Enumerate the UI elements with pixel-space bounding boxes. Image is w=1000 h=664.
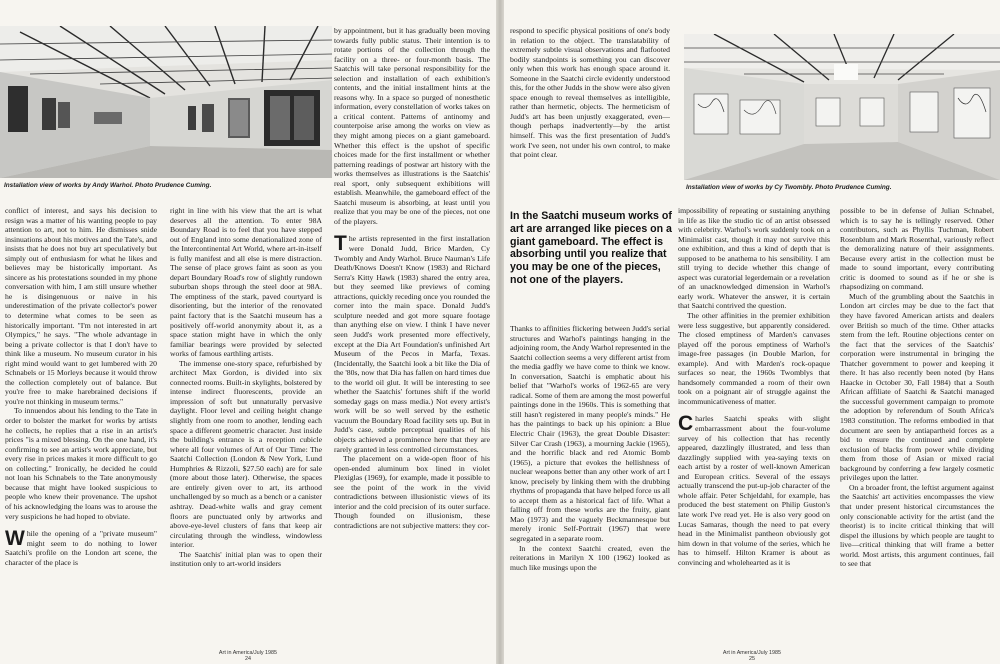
paragraph: conflict of interest, and says his decision to resign was a matter of his wanting people to pay attention to art, not to him. He dismisses snide insinuations about his motives and the Tate's, and insists that he does not buy art speculatively but simply out of enthusiasm for what he likes and believes may be historically important. As sincere as his protestations sounded in my phone conversation with him, I am still unsure whether he is disingenuous or naive in his underestimation of the private collector's power to determine what comes to be seen as historically important. "I'm not interested in art Olympics," he says. "The whole advantage in being a private collector is that I don't have to think like a museum. No museum curator in his right mind would want to get lumbered with 20 Schnabels or 15 Morleys because it would throw the collection completely out of balance. But you're free to make harebrained decisions if you're not thinking in museum terms." (5, 206, 157, 406)
twombly-installation-photo (684, 34, 1000, 180)
paragraph: respond to specific physical positions of one's body in relation to the object. The translatability of extremely subtle visual observations and flatfooted bodily standpoints is something you can discover only when this work has enough space around it. Someone in the Saatchi circle evidently understood this, for the other Judds in the show were also given space enough to reveal themselves as intelligible, rather than hermetic, objects. The hermeticism of Judd's art has been unjustly exaggerated, even—though perhaps inadvertently—by the artist himself. This was the first presentation of Judd's work I've seen, not under his own control, to make that point clear. (510, 26, 670, 160)
twombly-gallery-image (684, 34, 1000, 180)
paragraph: The other affinities in the premier exhibition were less suggestive, but apparently considered. The closed emptiness of Marden's canvases played off the porous emptiness of Warhol's image-free passages (in Double Marlon, for example). And with Marden's rock-opaque surfaces so near, the 1960s Twomblys that handsomely commanded a room of their own took on a poignant air of struggle against the incommunicativeness of matter. (678, 311, 830, 406)
paragraph: The Saatchis' initial plan was to open their institution only to art-world insiders (170, 549, 322, 569)
paragraph-text: hile the opening of a "private museum" might seem to do nothing to lower Saatchi's profile on the London art scene, the character of the place is (5, 529, 157, 567)
paragraph: In the context Saatchi created, even the reiterations in Marilyn X 100 (1962) looked as much like musings upon the (510, 543, 670, 572)
paragraph-text: harles Saatchi speaks with slight embarrassment about the four-volume survey of his collection that has recently appeared, dazzlingly illustrated, and less than dazzlingly supplied with yea-saying texts on each artist by a roster of well-known American and European critics. Several of the essays actually transcend the put-up-job character of the whole affair. Peter Schjeldahl, for example, has produced the best statement on Philip Guston's late work I've read yet. He is also very good on Lucas Samaras, though the need to pat every head in the Minimalist pantheon obviously got him down in that volume of the series, which he has to himself. Hilton Kramer is about as convincing and wholehearted as it is (678, 414, 830, 567)
page-number: 24 (245, 656, 251, 663)
page-footer (664, 650, 840, 662)
paragraph: The placement on a wide-open floor of his open-ended aluminum box lined in violet Plexiglas (1969), for example, made it possible to see the point of the work in the vivid contradictions between illusionistic views of its interior and the cold precision of its outer surface. Though founded on illusionism, these contradictions are not subjective matters: they cor- (334, 454, 490, 530)
paragraph (678, 414, 830, 567)
warhol-installation-photo (0, 26, 332, 178)
right-column-2 (678, 206, 830, 648)
warhol-gallery-image (0, 26, 332, 178)
paragraph: To innuendos about his lending to the Tate in order to bolster the market for works by artists he collects, he replies that a rise in an artist's prices "is a mixed blessing. On the one hand, it's confirming to see an artist's work appreciate, but every rise in prices makes it more difficult to go on collecting." Ironically, he decided he could not loan his Schnabels to the Tate anonymously because that might have looked suspicious to people who knew their provenance. The upshot of his acknowledging the loans was to arouse the very suspicions he had hoped to obviate. (5, 406, 157, 521)
footer-publication: Art in America/July 1985 (722, 650, 782, 656)
paragraph (5, 529, 157, 567)
drop-cap: T (334, 232, 347, 256)
right-column-3 (840, 206, 994, 648)
paragraph: Much of the grumbling about the Saatchis in London art circles may be due to the fact that they have favored American artists and dealers over British so much of the time. Other attacks stem from the left. Routine objections center on the fact that the services of the Saatchis' corporation were instrumental in bringing the Thatcher government to power and keeping it there. It has also recently been noted (by Hans Haacke in October 30, Fall 1984) that a South African affiliate of Saatchi & Saatchi managed the successful government campaign to promote the adoption by referendum of South Africa's 1983 constitution. The reforms embodied in that document are seen by antiapartheid forces as a bid to ensure the continued and complete exclusion of blacks from power while dividing them from those of Asian or mixed racial background by conferring a few largely cosmetic privileges upon the latter. (840, 291, 994, 483)
page-footer (160, 650, 336, 662)
footer-publication: Art in America/July 1985 (218, 650, 278, 656)
page-number: 25 (749, 656, 755, 663)
right-column-1-bottom (510, 324, 670, 648)
left-column-3 (334, 26, 490, 648)
right-page (504, 0, 1000, 664)
paragraph: On a broader front, the leftist argument against the Saatchis' art activities encompasses the view that under present historical circumstances the only conscionable activity for the artist (and the theorist) is to incite critical thinking that will dispel the illusions by which people are taught to live—critical thinking that will frame a better world. Most artists, this argument continues, fail to see that (840, 482, 994, 569)
paragraph: Thanks to affinities flickering between Judd's serial structures and Warhol's paintings hanging in the adjoining room, the Andy Warhol represented in the Saatchi collection seems a very different artist from the media gadfly we have come to think we know. In conversation, Saatchi is emphatic about his belief that "Warhol's works of 1962-65 are very radical. Some of them are among the most powerful paintings done in the 1960s. This is something that still hasn't registered in many people's minds." He has the paintings to back up his opinion: a Blue Electric Chair (1963), the great Double Disaster: Silver Car Crash (1963), a mourning Jackie (1965), and the horrific black and red Atomic Bomb (1965), a picture that evokes the hellishness of nuclear weapons better than any other work of art I know, precisely by linking them with the drubbing rhythms of propaganda that have helped force us all to accept them as a historical fact of life. What a falling off from these works are the fruity, giant Mao (1973) and the vaguely Beckmannesque but merely ironic Self-Portrait (1967) that were segregated in a separate room. (510, 324, 670, 544)
drop-cap: W (5, 527, 25, 551)
right-column-1-top (510, 26, 670, 196)
paragraph: right in line with his view that the art is what deserves all the attention. To enter 98A Boundary Road is to feel that you have stepped out of England into some denationalized zone of the Intercontinental Art World, where art-in-itself is fully manifest and all else is mere distraction. The sense of place grows faint as soon as you depart Boundary Road's row of slightly rundown suburban shops through the steel door at 98A. The emptiness of the stark, paved courtyard is disorienting, but the interior of the renovated paint factory that is the Saatchi museum has a positively off-world anonymity about it, as a space station might have in which the only familiar bearings were provided by selected works of famous earthling artists. (170, 206, 322, 359)
paragraph: by appointment, but it has gradually been moving towards fully public status. Their intention is to rotate portions of the collection through the facility on a three- or four-month basis. The Saatchis will take personal responsibility for the selection and installation of each exhibition's contents, and the initial installment hints at the reasons why. In a space so purged of nonesthetic information, every constellation of works takes on a critical content. Patterns of antinomy and counterpoise arise among the works on view as they might among pieces on a giant gameboard. Whether this effect is the upshot of specific choices made for the first installment or whether patterning readings of postwar art history with the works themselves as illustrations is the Saatchis' real sport, only subsequent exhibitions will establish. Meanwhile, the gameboard effect of the Saatchi museum is absorbing, at least until you realize that you may be one of the pieces, not one of the players. (334, 26, 490, 226)
photo-caption: Installation view of works by Cy Twombly. Photo Prudence Cuming. (686, 184, 892, 191)
page-gutter (496, 0, 504, 664)
paragraph-text: he artists represented in the first installation were Donald Judd, Brice Marden, Cy Twombly and Andy Warhol. Bruce Nauman's Life Death/Knows Doesn't Know (1983) and Richard Serra's Kitty Hawk (1983) shared the entry area, but they seemed like previews of coming attractions, quickly receding once you rounded the corner into the main space. Donald Judd's sculpture needed and got more square footage than anything else on view. I think I have never seen Judd's work presented more effectively, except at the Dia Art Foundation's unfinished Art Museum of the Pecos in Marfa, Texas. (Incidentally, the Saatchi look a bit like the Dia of the '80s, now that Dia has fallen on hard times due to the world oil glut. It will be interesting to see whether the Saatchis' fortunes shift if the world someday gags on mass media.) Not every artist's work will be so well served by the esthetic vacuum the Boundary Road facility sets up. But in Judd's case, subtle perceptual qualities of his objects achieved a prominence here that they are rarely granted in less controlled circumstances. (334, 234, 490, 454)
drop-cap: C (678, 412, 694, 436)
photo-caption: Installation view of works by Andy Warhol. Photo Prudence Cuming. (4, 182, 212, 189)
left-page (0, 0, 496, 664)
pull-quote: In the Saatchi museum works of art are arranged like pieces on a giant gameboard. The effect is absorbing until you realize that you may be one of the pieces, not one of the players. (510, 210, 672, 286)
paragraph: The immense one-story space, refurbished by architect Max Gordon, is divided into six connected rooms. Built-in skylights, bolstered by intense indirect fluorescents, provide an impression of soft but unnaturally pervasive daylight. Floor level and ceiling height change slightly from one room to another, lending each space a different geometric character. Just inside the building's entrance is a reception cubicle where all four volumes of Art of Our Time: The Saatchi Collection (London & New York, Lund Humphries & Rizzoli, $27.50 each) are for sale (more about those later). Otherwise, the spaces are entirely given over to art, its arthood unchallenged by so much as a bench or a canister ashtray. Dead-white walls and gray cement floors are punctuated only by artworks and above-eye-level clusters of fans that keep air circulating through the windless, windowless interior. (170, 358, 322, 550)
left-column-2 (170, 206, 322, 648)
paragraph: impossibility of repeating or sustaining anything in life as like the studio tic of an artist obsessed with celebrity. Warhol's work suddenly took on a Minimalist cast, though it may not survive this one exhibition, and thus a kind of depth that is supposed to be anathema to his sensibility. I am still trying to decide whether this change of aspect was curatorial legerdemain or a revelation of an unacknowledged dimension in Warhol's early work. Whatever the answer, it is certain that Saatchi contrived the question. (678, 206, 830, 311)
left-column-1 (5, 206, 157, 648)
paragraph (334, 234, 490, 454)
paragraph: possible to be in defense of Julian Schnabel, which is to say he is tellingly reserved. Other contributors, such as Phyllis Tuchman, Robert Rosenblum and Mark Rosenthal, variously reflect the demoralizing nature of their assignments. Because every artist in the collection must be made to sound important, every contributing critic is doomed to sound as if he or she is rhapsodizing on command. (840, 206, 994, 292)
